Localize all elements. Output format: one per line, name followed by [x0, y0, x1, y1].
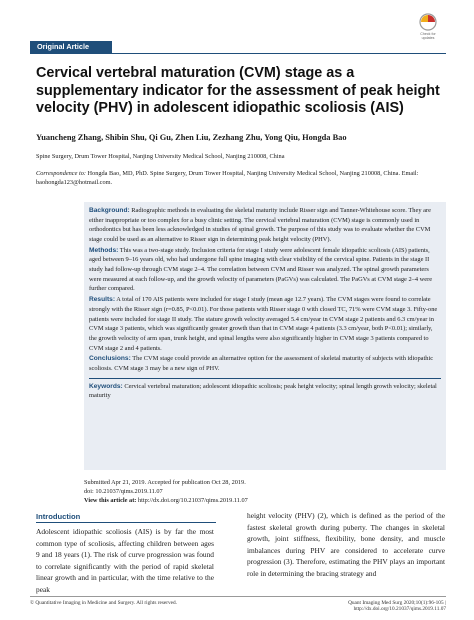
view-article-line — [84, 496, 446, 505]
abstract-heading-methods: Methods: — [89, 246, 119, 254]
abstract-results — [89, 295, 441, 353]
submission-dates: Submitted Apr 21, 2019. Accepted for publication Oct 28, 2019. — [84, 479, 246, 486]
author-list: Yuancheng Zhang, Shibin Shu, Qi Gu, Zhen Liu, Zezhang Zhu, Yong Qiu, Hongda Bao — [36, 133, 347, 142]
footer-citation: Quant Imaging Med Surg 2020;10(1):96-105 | http://dx.doi.org/10.21037/qims.2019.11.07 — [348, 600, 446, 612]
view-article-link[interactable]: http://dx.doi.org/10.21037/qims.2019.11.07 — [136, 497, 248, 505]
abstract-keywords-text: Cervical vertebral maturation; adolescent idiopathic scoliosis; peak height velocity; spinal length growth velocity; skeletal maturity — [89, 382, 437, 400]
publication-dates — [84, 478, 446, 506]
abstract-conclusions-text: The CVM stage could provide an alternative option for the assessment of skeletal maturity of subjects with idiopathic scoliosis. CVM stage 3 may be a new sign of PHV. — [89, 355, 434, 373]
introduction-rule — [36, 522, 216, 523]
article-title: Cervical vertebral maturation (CVM) stage as a supplementary indicator for the assessment of peak height velocity (PHV) in adolescent idiopathic scoliosis (AIS) — [36, 65, 440, 116]
abstract-results-text: A total of 170 AIS patients were included for stage I study (mean age 12.7 years). The CVM stages were found to correlate strongly with the Risser sign (r=0.85, P<0.01). For those patients with Risser stage 0 with closed TC, 71% were CVM stage 3. Fifty-one patients were included for stage II study. The stature growth velocity averaged 5.4 cm/year in CVM stage 2 patients and 6.3 cm/year in CVM stage 3 patients, which was significantly greater growth than that in CVM stage 4 patients (3.3 cm/year, both P<0.01); similarly, the growth velocity of arm span, trunk height, and spinal lengths were also significantly higher in CVM stage 3 patients compared to CVM stage 2 and 4 patients. — [89, 296, 438, 352]
abstract-heading-conclusions: Conclusions: — [89, 355, 131, 363]
abstract-box — [84, 202, 446, 470]
introduction-column-1: Adolescent idiopathic scoliosis (AIS) is by far the most common type of scoliosis, affecting children between ages 9 and 18 years (1). The risk of curve progression was found to correlate significantly with the period of rapid skeletal linear growth and in particular, with the time relative to the peak — [36, 527, 214, 594]
footer-copyright: © Quantitative Imaging in Medicine and Surgery. All rights reserved. — [30, 600, 178, 606]
crossmark-label-2: updates — [421, 36, 435, 40]
abstract-keywords — [89, 382, 441, 401]
correspondence-text: Hongda Bao, MD, PhD. Spine Surgery, Drum Tower Hospital, Nanjing University Medical School, Nanjing 210008, China. Email: baohongda123@hotmail.com. — [36, 170, 419, 187]
affiliation: Spine Surgery, Drum Tower Hospital, Nanjing University Medical School, Nanjing 210008, China — [36, 153, 285, 160]
footer-rule — [30, 596, 446, 597]
view-article-label: View this article at: — [84, 497, 137, 505]
abstract-methods — [89, 246, 441, 294]
correspondence — [36, 169, 446, 187]
abstract-heading-background: Background: — [89, 207, 130, 214]
abstract-conclusions — [89, 354, 441, 373]
header-rule — [30, 53, 446, 54]
abstract-methods-text: This was a two-stage study. Inclusion criteria for stage I study were adolescent female idiopathic scoliosis (AIS) patients, aged between 9–16 years old, who had undergone full spine imaging with clear visibility of the cervical spine. Patients in the stage II study had follow-up through CVM stage 2–4. The correlation between CVM and Risser was analyzed. The spinal growth parameters were measured at each follow-up, and the growth velocity of parameters (PaGVs) was calculated. The PaGVs at CVM stage 2–4 were further compared. — [89, 246, 433, 293]
abstract-background — [89, 206, 441, 245]
check-for-updates-icon[interactable] — [418, 13, 438, 40]
correspondence-label: Correspondence to: — [36, 170, 86, 177]
keywords-divider — [89, 378, 441, 379]
abstract-background-text: Radiographic methods in evaluating the skeletal maturity include Risser sign and Tanner-Whitehouse score. They are either inappropriate or too complex for a busy clinic setting. The cervical vertebral maturation (CVM) stage is commonly used in orthodontics but has been less acknowledged in studies of spinal growth. The purpose of this study was to evaluate whether the CVM stage could be used as an alternative to Risser sign in determining peak height velocity (PHV). — [89, 207, 431, 243]
crossmark-label-1: Check for — [420, 32, 436, 36]
abstract-heading-keywords: Keywords: — [89, 382, 123, 390]
section-heading-introduction: Introduction — [36, 512, 81, 521]
article-type-badge: Original Article — [30, 41, 112, 53]
abstract-heading-results: Results: — [89, 296, 116, 304]
doi-line[interactable]: doi: 10.21037/qims.2019.11.07 — [84, 488, 163, 496]
introduction-column-2: height velocity (PHV) (2), which is defined as the period of the fastest skeletal growth during puberty. The changes in skeletal growth, joint stiffness, flexibility, bone density, and muscle imbalances during PHV are considered to accelerate curve progression (3). Therefore, estimating the PHV plays an important role in determining the bracing strategy and — [247, 511, 445, 578]
